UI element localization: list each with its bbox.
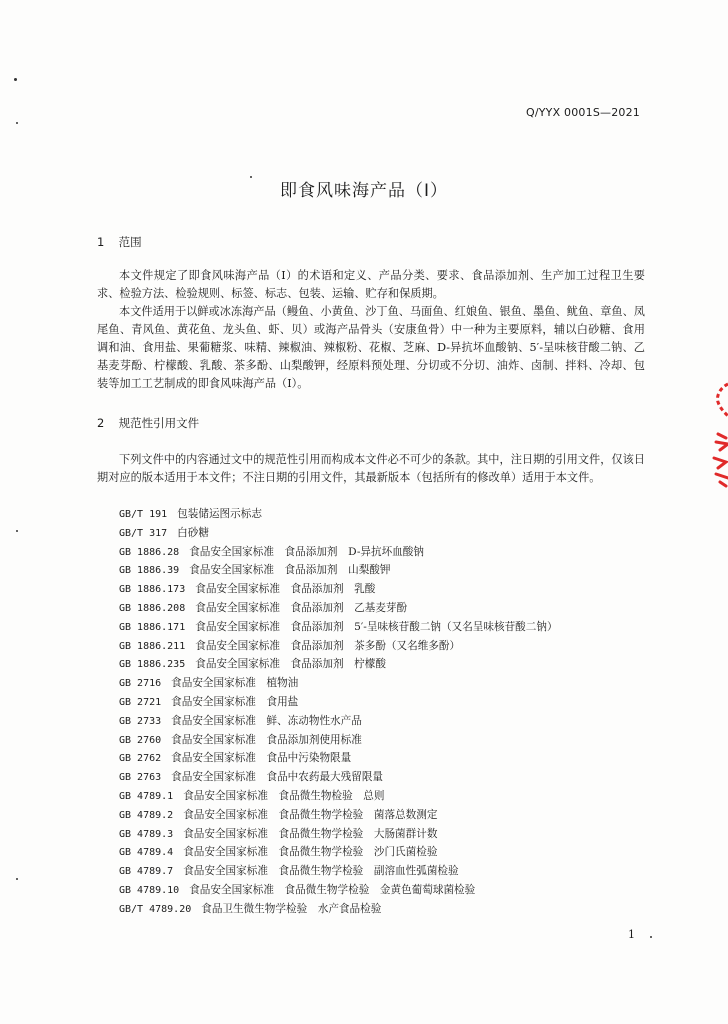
reference-item [119, 524, 558, 543]
scan-speck [16, 530, 18, 532]
reference-code: GB 4789.2 [119, 809, 174, 821]
reference-title: 食品安全国家标准 植物油 [171, 677, 299, 690]
reference-item [119, 712, 558, 731]
reference-title: 食品安全国家标准 食品微生物学检验 大肠菌群计数 [183, 827, 438, 840]
reference-code: GB 2760 [119, 734, 162, 746]
reference-code: GB 2716 [119, 678, 162, 690]
reference-code: GB 1886.173 [119, 584, 186, 596]
reference-item [119, 900, 558, 919]
scan-speck [650, 936, 652, 938]
reference-title: 食品安全国家标准 食品添加剂 茶多酚（又名维多酚） [195, 639, 461, 652]
reference-item [119, 655, 558, 674]
reference-code: GB 2721 [119, 696, 162, 708]
references-intro: 下列文件中的内容通过文中的规范性引用而构成本文件必不可少的条款。其中，注日期的引用文件，仅该日期对应的版本适用于本文件；不注日期的引用文件，其最新版本（包括所有的修改单）适用于本文件。 [97, 453, 645, 484]
reference-title: 食品安全国家标准 鲜、冻动物性水产品 [171, 714, 362, 727]
reference-code: GB 4789.10 [119, 884, 180, 896]
reference-item [119, 825, 558, 844]
reference-item [119, 674, 558, 693]
reference-title: 食品安全国家标准 食品添加剂 柠檬酸 [195, 658, 386, 671]
reference-title: 食品安全国家标准 食品添加剂 乙基麦芽酚 [195, 601, 408, 614]
reference-title: 食品安全国家标准 食品微生物检验 总则 [183, 789, 385, 802]
section-2-title: 规范性引用文件 [118, 416, 200, 430]
reference-code: GB/T 4789.20 [119, 903, 192, 915]
reference-code: GB 4789.4 [119, 847, 174, 859]
reference-title: 食品安全国家标准 食用盐 [171, 695, 299, 708]
reference-item [119, 505, 558, 524]
reference-title: 食品安全国家标准 食品微生物学检验 金黄色葡萄球菌检验 [189, 883, 476, 896]
reference-title: 食品安全国家标准 食品添加剂 乳酸 [195, 583, 376, 596]
reference-title: 白砂糖 [177, 526, 209, 539]
reference-title: 食品安全国家标准 食品添加剂 D-异抗坏血酸钠 [189, 545, 424, 558]
reference-item [119, 599, 558, 618]
reference-list [119, 505, 558, 919]
reference-title: 食品安全国家标准 食品添加剂 5′-呈味核苷酸二钠（又名呈味核苷酸二钠） [195, 620, 558, 633]
reference-item [119, 749, 558, 768]
scope-paragraph-2: 本文件适用于以鲜或冰冻海产品（鳗鱼、小黄鱼、沙丁鱼、马面鱼、红娘鱼、银鱼、墨鱼、鱿鱼、章鱼、凤尾鱼、青风鱼、黄花鱼、龙头鱼、虾、贝）或海产品骨头（安康鱼骨）中一种为主要原料，辅以白砂糖、食用调和油、食用盐、果葡糖浆、味精、辣椒油、辣椒粉、花椒、芝麻、D-异抗坏血酸钠、5′-呈味核苷酸二钠、乙基麦芽酚、柠檬酸、乳酸、茶多酚、山梨酸钾，经原料预处理、分切或不分切、油炸、卤制、拌料、冷却、包装等加工工艺制成的即食风味海产品（Ⅰ）。 [97, 305, 645, 390]
reference-item [119, 862, 558, 881]
reference-code: GB 4789.3 [119, 828, 174, 840]
reference-code: GB 1886.208 [119, 602, 186, 614]
reference-item [119, 693, 558, 712]
scan-speck [250, 176, 252, 178]
reference-code: GB 1886.211 [119, 640, 186, 652]
document-title: 即食风味海产品（Ⅰ） [279, 181, 448, 201]
page-number: 1 [628, 928, 635, 941]
reference-item [119, 543, 558, 562]
reference-item [119, 561, 558, 580]
reference-title: 食品安全国家标准 食品添加剂使用标准 [171, 733, 362, 746]
reference-item [119, 580, 558, 599]
scan-speck [14, 78, 17, 81]
reference-item [119, 618, 558, 637]
section-2-heading [97, 415, 199, 431]
red-stamp-fragment [706, 428, 728, 488]
reference-code: GB 2733 [119, 715, 162, 727]
reference-title: 食品安全国家标准 食品微生物学检验 菌落总数测定 [183, 808, 438, 821]
reference-code: GB 1886.235 [119, 659, 186, 671]
reference-item [119, 731, 558, 750]
section-2-number: 2 [97, 416, 105, 430]
reference-item [119, 768, 558, 787]
reference-title: 食品安全国家标准 食品微生物学检验 副溶血性弧菌检验 [183, 865, 459, 878]
reference-title: 食品安全国家标准 食品中农药最大残留限量 [171, 771, 384, 784]
scan-speck [16, 878, 18, 880]
reference-code: GB 4789.1 [119, 790, 174, 802]
document-code: Q/YYX 0001S—2021 [525, 106, 640, 119]
reference-item [119, 881, 558, 900]
reference-code: GB/T 191 [119, 509, 168, 520]
red-stamp-edge-mark [706, 382, 728, 418]
section-1-title: 范围 [118, 235, 142, 249]
reference-title: 食品安全国家标准 食品中污染物限量 [171, 752, 352, 765]
scan-speck [16, 122, 18, 124]
reference-title: 食品卫生微生物学检验 水产食品检验 [201, 902, 382, 915]
section-1-heading [97, 234, 142, 250]
reference-code: GB 4789.7 [119, 866, 174, 878]
reference-item [119, 843, 558, 862]
reference-item [119, 787, 558, 806]
reference-code: GB 2762 [119, 753, 162, 765]
reference-code: GB/T 317 [119, 527, 168, 539]
reference-title: 食品安全国家标准 食品添加剂 山梨酸钾 [189, 564, 391, 577]
reference-item [119, 806, 558, 825]
reference-code: GB 1886.39 [119, 565, 180, 577]
section-1-number: 1 [97, 235, 105, 249]
reference-code: GB 1886.28 [119, 546, 180, 558]
reference-item [119, 637, 558, 656]
reference-title: 食品安全国家标准 食品微生物学检验 沙门氏菌检验 [183, 846, 438, 859]
scope-paragraph-1: 本文件规定了即食风味海产品（Ⅰ）的术语和定义、产品分类、要求、食品添加剂、生产加工过程卫生要求、检验方法、检验规则、标签、标志、包装、运输、贮存和保质期。 [97, 269, 645, 300]
reference-code: GB 1886.171 [119, 621, 186, 633]
reference-code: GB 2763 [119, 772, 162, 784]
reference-title: 包装储运图示标志 [177, 508, 262, 520]
